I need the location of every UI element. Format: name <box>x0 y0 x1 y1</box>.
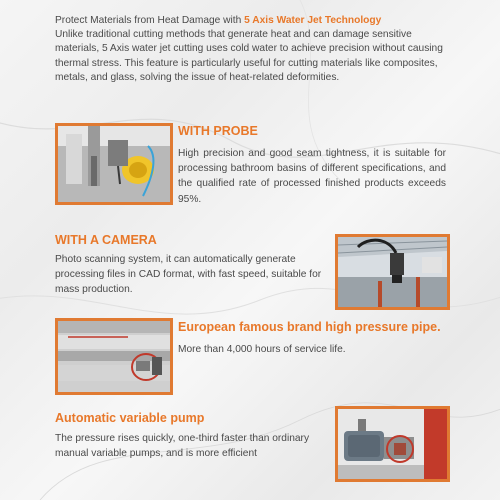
pump-photo <box>335 406 450 482</box>
intro-lead-highlight: 5 Axis Water Jet Technology <box>244 15 382 26</box>
probe-photo <box>55 123 173 205</box>
intro-paragraph <box>55 14 450 85</box>
intro-lead-prefix: Protect Materials from Heat Damage with <box>55 15 245 26</box>
camera-heading: WITH A CAMERA <box>55 233 157 247</box>
intro-lead <box>55 14 450 28</box>
probe-heading: WITH PROBE <box>178 124 258 138</box>
camera-photo <box>335 234 450 310</box>
pipe-photo <box>55 318 173 395</box>
intro-text: Unlike traditional cutting methods that generate heat and can damage sensitive materials, 5 Axis water jet cutting uses cold water to achieve precision without causing thermal stress. This feature is particularly useful for cutting materials like composites, metals, and glass, solving the issue of heat-related deformities. <box>55 29 443 83</box>
pump-text: The pressure rises quickly, one-third faster than ordinary manual variable pumps, and is more efficient <box>55 433 310 460</box>
pipe-heading: European famous brand high pressure pipe. <box>178 320 441 334</box>
camera-text: Photo scanning system, it can automatically generate processing files in CAD format, with fast speed, suitable for mass production. <box>55 254 322 296</box>
pipe-text: More than 4,000 hours of service life. <box>178 344 346 355</box>
pump-heading: Automatic variable pump <box>55 411 205 425</box>
probe-text: High precision and good seam tightness, it is suitable for processing bathroom basins of different specifications, and the qualified rate of processed finished products exceeds 95%. <box>178 148 446 205</box>
